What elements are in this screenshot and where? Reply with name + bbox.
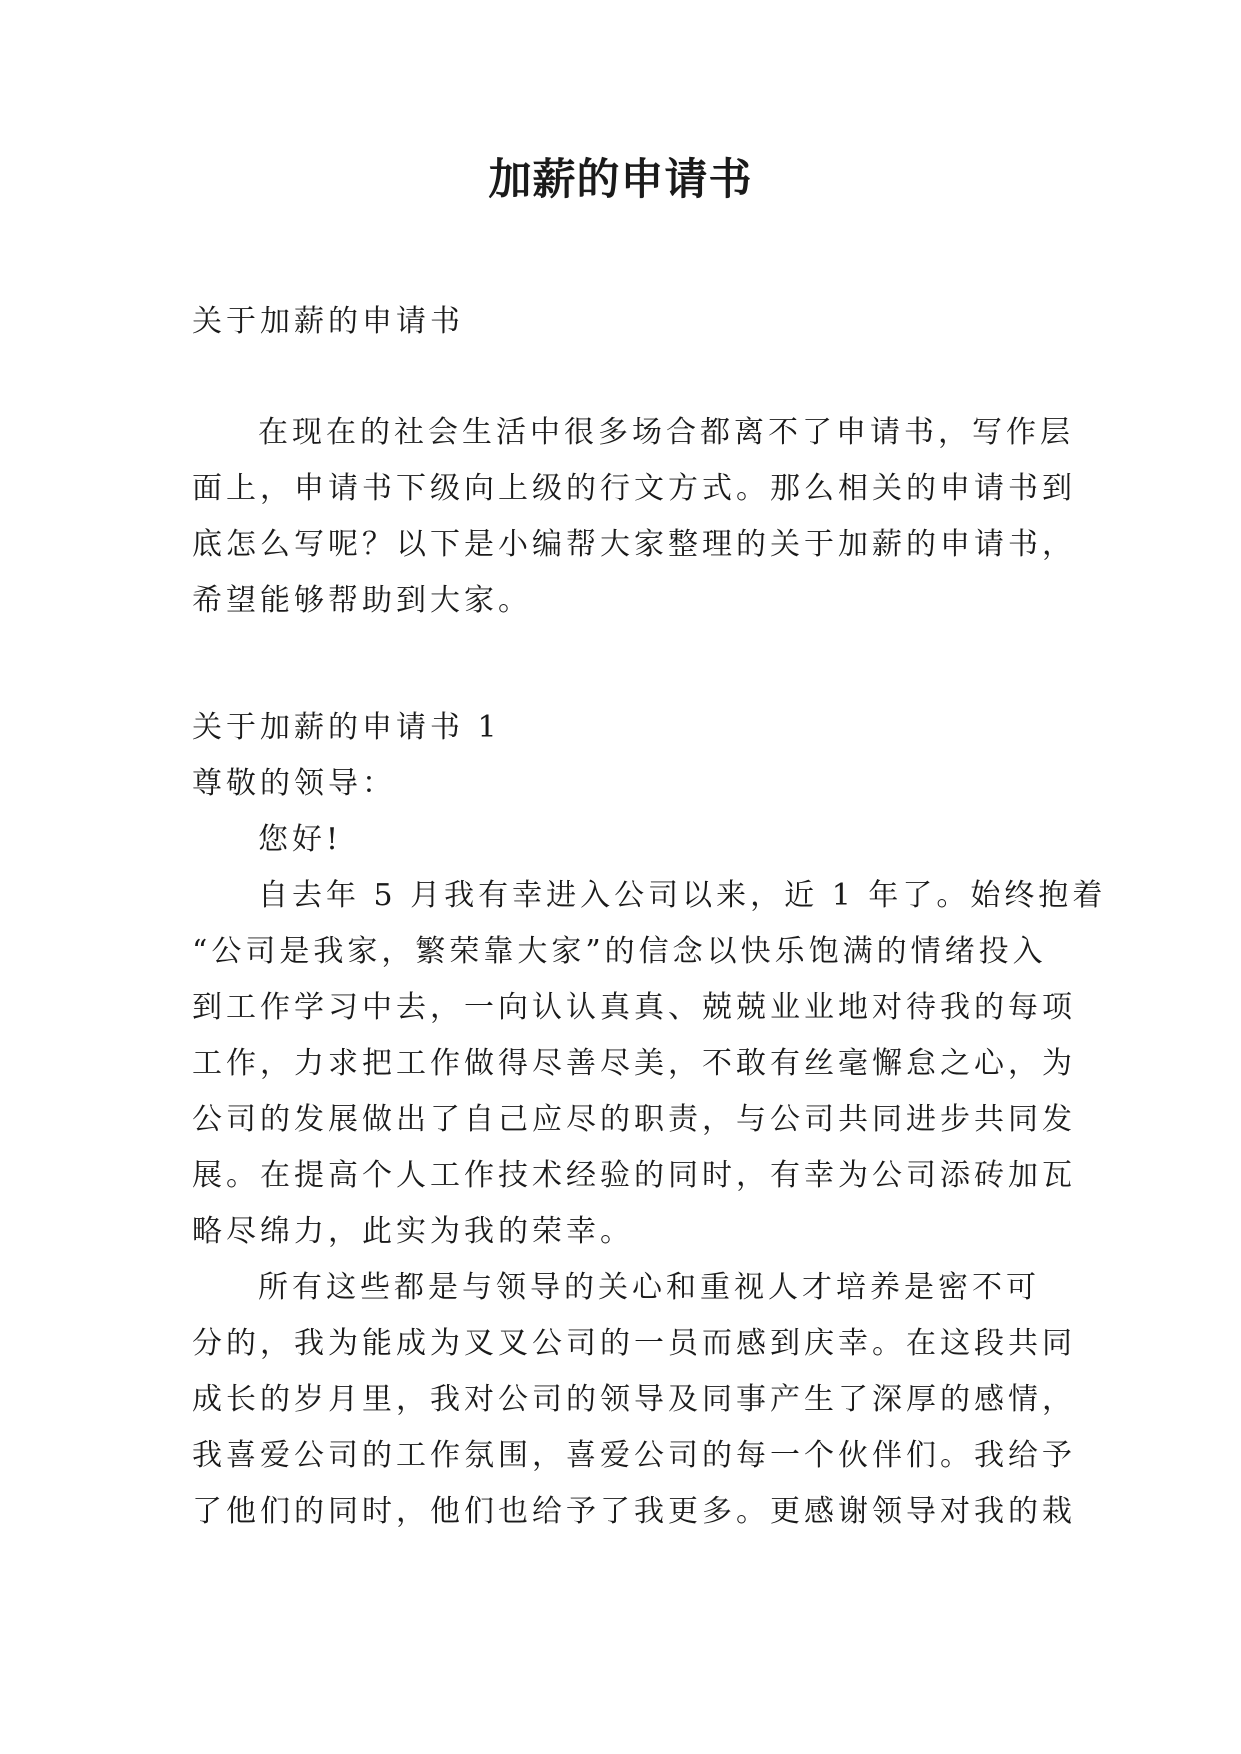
intro-line: 希望能够帮助到大家。 — [192, 583, 532, 618]
paragraph-line: 所有这些都是与领导的关心和重视人才培养是密不可 — [258, 1270, 1040, 1305]
body-paragraph-1 — [192, 868, 1107, 1260]
paragraph-line: 了他们的同时，他们也给予了我更多。更感谢领导对我的栽 — [192, 1494, 1076, 1529]
paragraph-line: 成长的岁月里，我对公司的领导及同事产生了深厚的感情， — [192, 1382, 1076, 1417]
greeting: 您好! — [258, 822, 343, 857]
paragraph-line: 到工作学习中去，一向认认真真、兢兢业业地对待我的每项 — [192, 990, 1076, 1025]
paragraph-line: 略尽绵力，此实为我的荣幸。 — [192, 1214, 634, 1249]
paragraph-line: 分的，我为能成为叉叉公司的一员而感到庆幸。在这段共同 — [192, 1326, 1076, 1361]
paragraph-line: 自去年 5 月我有幸进入公司以来，近 1 年了。始终抱着 — [258, 878, 1107, 913]
paragraph-line: 公司的发展做出了自己应尽的职责，与公司共同进步共同发 — [192, 1102, 1076, 1137]
body-paragraph-2 — [192, 1260, 1076, 1540]
paragraph-line: “公司是我家，繁荣靠大家”的信念以快乐饱满的情绪投入 — [192, 934, 1047, 969]
intro-line: 面上，申请书下级向上级的行文方式。那么相关的申请书到 — [192, 471, 1076, 506]
intro-paragraph — [192, 405, 1076, 629]
intro-line: 在现在的社会生活中很多场合都离不了申请书，写作层 — [258, 415, 1074, 450]
paragraph-line: 我喜爱公司的工作氛围，喜爱公司的每一个伙伴们。我给予 — [192, 1438, 1076, 1473]
salutation: 尊敬的领导： — [192, 766, 396, 801]
document-title: 加薪的申请书 — [488, 155, 753, 205]
intro-line: 底怎么写呢？以下是小编帮大家整理的关于加薪的申请书， — [192, 527, 1076, 562]
letter-body — [192, 700, 1107, 1540]
document-subtitle: 关于加薪的申请书 — [192, 304, 464, 339]
section-heading: 关于加薪的申请书 1 — [192, 710, 501, 745]
subtitle-block — [192, 294, 1052, 350]
paragraph-line: 工作，力求把工作做得尽善尽美，不敢有丝毫懈怠之心，为 — [192, 1046, 1076, 1081]
paragraph-line: 展。在提高个人工作技术经验的同时，有幸为公司添砖加瓦 — [192, 1158, 1076, 1193]
